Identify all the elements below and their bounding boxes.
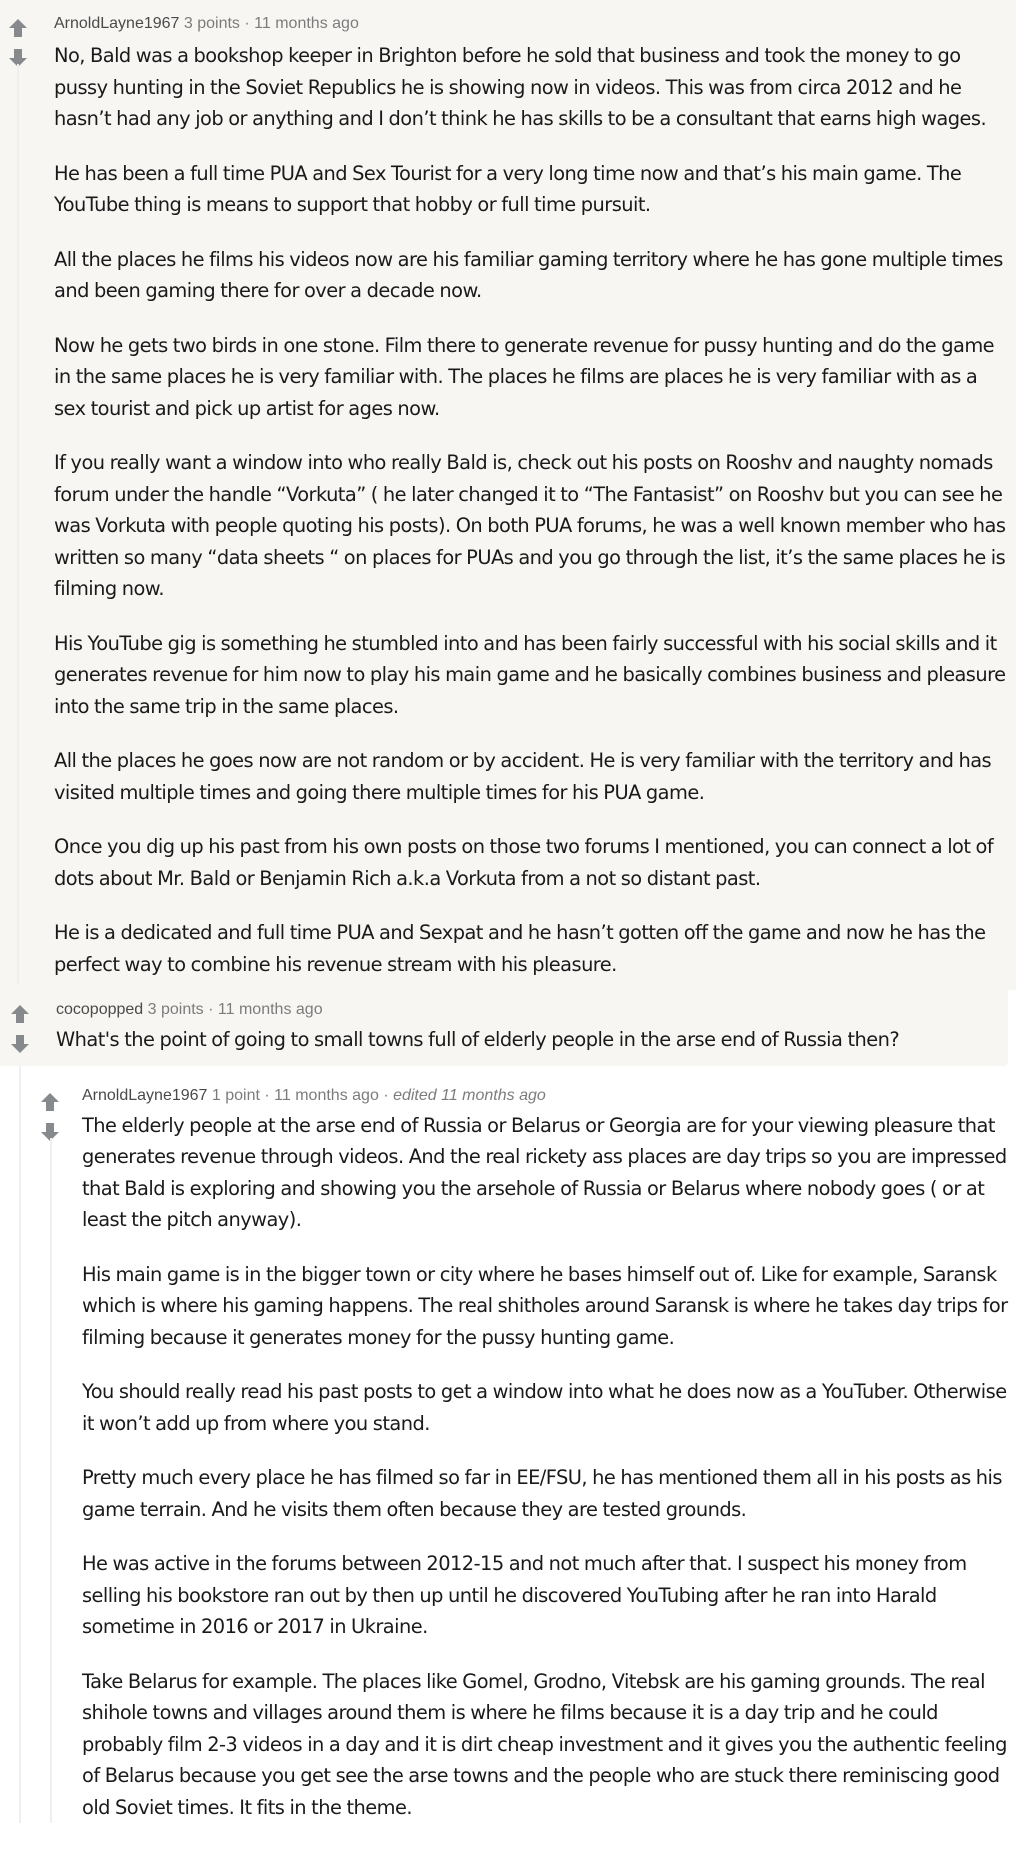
comment-paragraph: He is a dedicated and full time PUA and Sexpat and he hasn’t gotten off the game and now he has the perfect way to combine his revenue stream with his pleasure. — [54, 921, 986, 976]
comment-points: 1 point — [211, 1086, 260, 1104]
comment-body — [56, 1000, 1000, 1056]
thread-collapse-line[interactable] — [50, 1138, 52, 1824]
comment-timestamp[interactable]: 11 months ago — [254, 15, 359, 32]
comment-paragraph: You should really read his past posts to get a window into what he does now as a YouTuber. Otherwise it won’t add up from where you stand. — [82, 1380, 1007, 1435]
comment-paragraph: Take Belarus for example. The places like Gomel, Grodno, Vitebsk are his gaming grounds. The real shihole towns and villages around them is where he films because it is a day trip and he could probably film 2-3 videos in a day and it is dirt cheap investment and it gives you the authentic feeling of Belarus because you get see the arse towns and the people who are stuck there reminiscing good old Soviet times. It fits in the theme. — [82, 1669, 1007, 1819]
comment-paragraph: He was active in the forums between 2012-15 and not much after that. I suspect his money from selling his bookstore ran out by then up until he discovered YouTubing after he ran into Harald sometime in 2016 or 2017 in Ukraine. — [82, 1552, 967, 1638]
comment-timestamp[interactable]: 11 months ago — [274, 1086, 379, 1104]
comment-text — [56, 1024, 1000, 1056]
meta-separator: · — [264, 1086, 270, 1104]
comment-body — [82, 1086, 1008, 1824]
comment-points: 3 points — [183, 15, 240, 32]
comment-paragraph: His YouTube gig is something he stumbled into and has been fairly successful with his social skills and it generates revenue for him now to play his main game and he basically combines business and pleasure into the same trip in the same places. — [54, 631, 1006, 718]
vote-buttons — [8, 1004, 32, 1054]
comment-paragraph: No, Bald was a bookshop keeper in Brighton before he sold that business and took the money to go pussy hunting in the Soviet Republics he is showing now in videos. This was from circa 2012 and he hasn’t had any job or anything and I don’t think he has skills to be a consultant that earns high wages. — [54, 44, 987, 130]
comment-paragraph: He has been a full time PUA and Sex Tourist for a very long time now and that’s his main game. The YouTube thing is means to support that hobby or full time pursuit. — [54, 161, 962, 216]
comment-author-link[interactable]: ArnoldLayne1967 — [54, 15, 180, 32]
upvote-arrow-icon[interactable] — [40, 1092, 60, 1112]
comment-text — [82, 1110, 1008, 1824]
comment-paragraph: Now he gets two birds in one stone. Film there to generate revenue for pussy hunting and do the game in the same places he is very familiar with. The places he films are places he is very familiar with as a sex tourist and pick up artist for ages now. — [54, 333, 995, 420]
comment-body — [54, 14, 1008, 980]
comment-meta — [54, 14, 1008, 34]
comment-timestamp[interactable]: 11 months ago — [217, 1001, 323, 1018]
comment — [0, 990, 1008, 1066]
comment-paragraph: The elderly people at the arse end of Russia or Belarus or Georgia are for your viewing pleasure that generates revenue through videos. And the real rickety ass places are day trips so you are impressed that Bald is exploring and showing you the arsehole of Russia or Belarus where nobody goes ( or at least the pitch anyway). — [82, 1113, 1007, 1231]
parent-thread-line[interactable] — [19, 1066, 21, 1824]
comment-author-link[interactable]: cocopopped — [56, 1001, 144, 1018]
comment-paragraph: Once you dig up his past from his own posts on those two forums I mentioned, you can connect a lot of dots about Mr. Bald or Benjamin Rich a.k.a Vorkuta from a not so distant past. — [54, 835, 994, 890]
comment-author-link[interactable]: ArnoldLayne1967 — [82, 1086, 208, 1104]
downvote-arrow-icon[interactable] — [10, 1034, 30, 1054]
vote-buttons — [38, 1092, 62, 1142]
meta-separator: · — [208, 1001, 214, 1018]
comment-reply — [0, 1066, 1016, 1824]
meta-separator: · — [244, 15, 250, 32]
comment-paragraph: His main game is in the bigger town or city where he bases himself out of. Like for example, Saransk which is where his gaming happens. The real shitholes around Saransk is where he takes day trips for filming because it generates money for the pussy hunting game. — [82, 1262, 1008, 1349]
upvote-arrow-icon[interactable] — [10, 1004, 30, 1024]
comment-paragraph: All the places he goes now are not random or by accident. He is very familiar with the territory and has visited multiple times and going there multiple times for his PUA game. — [54, 749, 992, 804]
comment-meta — [56, 1000, 1000, 1020]
edited-timestamp: edited 11 months ago — [393, 1086, 546, 1104]
comment-text — [54, 40, 1008, 980]
comment-paragraph: If you really want a window into who really Bald is, check out his posts on Rooshv and naughty nomads forum under the handle “Vorkuta” ( he later changed it to “The Fantasist” on Rooshv but you can see he was Vorkuta with people quoting his posts). On both PUA forums, he was a well known member who has written so many “data sheets “ on places for PUAs and you go through the list, it’s the same places he is filming now. — [54, 451, 1006, 600]
comment-paragraph: What's the point of going to small towns full of elderly people in the arse end of Russia then? — [56, 1028, 900, 1051]
comment-paragraph: Pretty much every place he has filmed so far in EE/FSU, he has mentioned them all in his posts as his game terrain. And he visits them often because they are tested grounds. — [82, 1466, 1002, 1521]
vote-buttons — [6, 18, 30, 68]
upvote-arrow-icon[interactable] — [8, 18, 28, 38]
comment-points: 3 points — [147, 1001, 204, 1018]
thread-collapse-line[interactable] — [17, 64, 19, 984]
meta-separator: · — [383, 1086, 389, 1104]
comment-paragraph: All the places he films his videos now are his familiar gaming territory where he has gone multiple times and been gaming there for over a decade now. — [54, 247, 1003, 302]
comment-meta — [82, 1086, 1008, 1106]
